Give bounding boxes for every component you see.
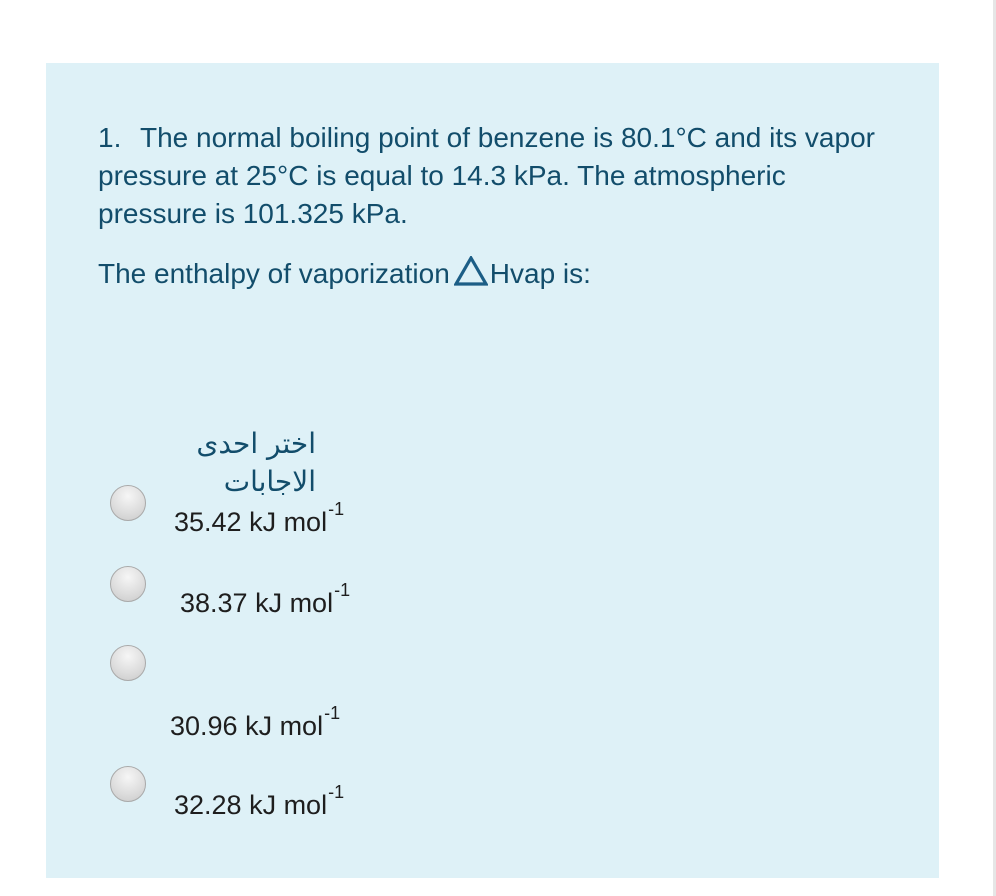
sub-question-prefix: The enthalpy of vaporization	[98, 258, 450, 289]
answer-value: 32.28 kJ mol	[174, 790, 328, 820]
answer-exponent: -1	[328, 782, 345, 802]
answer-label	[180, 581, 350, 618]
answer-value: 35.42 kJ mol	[174, 507, 328, 537]
question-number: 1.	[98, 122, 122, 153]
answer-exponent: -1	[334, 580, 351, 600]
answer-value: 38.37 kJ mol	[180, 588, 334, 618]
question-text	[98, 119, 898, 233]
sub-question	[98, 255, 591, 293]
radio-button[interactable]	[110, 566, 146, 602]
radio-button[interactable]	[110, 485, 146, 521]
answer-option-4[interactable]	[110, 763, 810, 863]
answer-label	[174, 500, 344, 537]
radio-button[interactable]	[110, 766, 146, 802]
answer-label	[174, 783, 344, 820]
answer-exponent: -1	[324, 703, 341, 723]
question-card	[46, 63, 939, 878]
sub-question-suffix: Hvap is:	[489, 258, 591, 289]
answer-exponent: -1	[328, 499, 345, 519]
answer-prompt: اختر احدى الاجابات	[196, 427, 316, 498]
question-body: The normal boiling point of benzene is 80.1°C and its vapor pressure at 25°C is equal to 14.3 kPa. The atmospheric pressure is 101.325 kPa.	[98, 122, 875, 229]
answer-option-3[interactable]	[110, 643, 810, 743]
answer-value: 30.96 kJ mol	[170, 711, 324, 741]
delta-icon	[454, 256, 488, 286]
answer-label	[170, 704, 340, 741]
radio-button[interactable]	[110, 645, 146, 681]
